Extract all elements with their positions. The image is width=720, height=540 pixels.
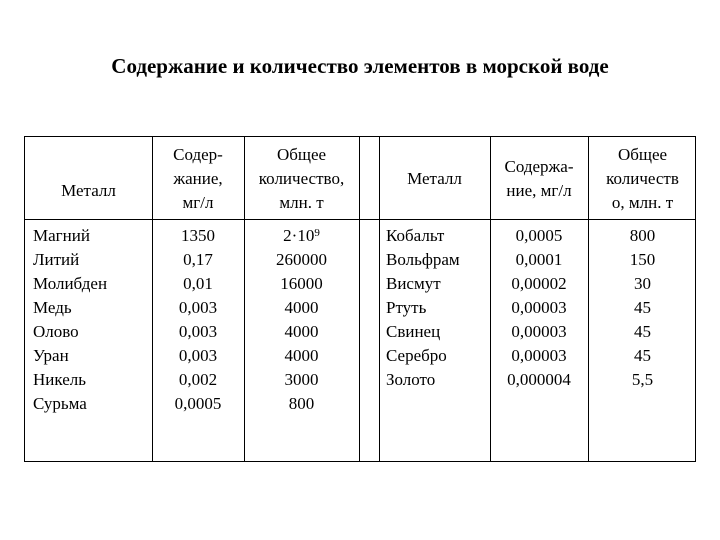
left-content-cell: 0,003	[178, 346, 218, 365]
right-metal-cell: Свинец	[386, 322, 441, 341]
elements-table	[24, 136, 696, 462]
header-divider	[25, 219, 695, 220]
left-content-cell: 1350	[181, 226, 215, 245]
left-content-cell: 0,002	[178, 370, 218, 389]
left-total-cell: 3000	[284, 370, 319, 389]
header-metal-left: Металл	[61, 181, 116, 200]
left-metal-column	[33, 224, 151, 416]
right-metal-cell: Золото	[386, 370, 436, 389]
right-metal-cell: Вольфрам	[386, 250, 460, 269]
left-total-cell: 800	[288, 394, 315, 413]
header-total-left: Общее количество, млн. т	[258, 145, 345, 212]
left-metal-cell: Медь	[33, 298, 72, 317]
left-total-cell: 4000	[284, 346, 319, 365]
right-content-cell: 0,0005	[515, 226, 563, 245]
header-content-right: Содержа- ние, мг/л	[504, 157, 574, 200]
left-content-cell: 0,17	[183, 250, 213, 269]
left-total-column	[244, 224, 359, 416]
left-content-column	[152, 224, 244, 416]
right-content-cell: 0,00003	[511, 346, 567, 365]
page-title: Содержание и количество элементов в морской воде	[111, 54, 609, 78]
left-total-cell: 260000	[276, 250, 327, 269]
right-total-cell: 30	[634, 274, 651, 293]
left-total-cell: 4000	[284, 298, 319, 317]
header-total-right: Общее количеств о, млн. т	[606, 145, 679, 212]
left-metal-cell: Литий	[33, 250, 80, 269]
right-metal-column	[386, 224, 490, 392]
right-content-column	[490, 224, 588, 392]
left-metal-cell: Никель	[33, 370, 86, 389]
right-total-cell: 150	[629, 250, 656, 269]
left-metal-cell: Олово	[33, 322, 79, 341]
right-content-cell: 0,00003	[511, 298, 567, 317]
left-metal-cell: Сурьма	[33, 394, 87, 413]
left-metal-cell: Магний	[33, 226, 90, 245]
right-total-cell: 45	[634, 322, 651, 341]
right-metal-cell: Висмут	[386, 274, 441, 293]
right-total-column	[588, 224, 697, 392]
left-total-cell: 16000	[280, 274, 323, 293]
left-total-cell: 4000	[284, 322, 319, 341]
left-metal-cell: Молибден	[33, 274, 108, 293]
left-content-cell: 0,0005	[174, 394, 222, 413]
right-total-cell: 800	[629, 226, 656, 245]
header-metal-right: Металл	[407, 169, 462, 188]
right-total-cell: 5,5	[631, 370, 654, 389]
right-content-cell: 0,00002	[511, 274, 567, 293]
left-total-cell: $2\cdot 10^9$	[283, 226, 320, 245]
right-metal-cell: Кобальт	[386, 226, 445, 245]
column-divider	[359, 137, 360, 461]
right-total-cell: 45	[634, 346, 651, 365]
right-metal-cell: Ртуть	[386, 298, 427, 317]
left-content-cell: 0,01	[183, 274, 213, 293]
right-content-cell: 0,00003	[511, 322, 567, 341]
left-content-cell: 0,003	[178, 322, 218, 341]
right-content-cell: 0,0001	[515, 250, 563, 269]
right-content-cell: 0,000004	[507, 370, 571, 389]
left-metal-cell: Уран	[33, 346, 69, 365]
left-content-cell: 0,003	[178, 298, 218, 317]
header-content-left: Содер- жание, мг/л	[173, 145, 223, 212]
right-metal-cell: Серебро	[386, 346, 447, 365]
right-total-cell: 45	[634, 298, 651, 317]
